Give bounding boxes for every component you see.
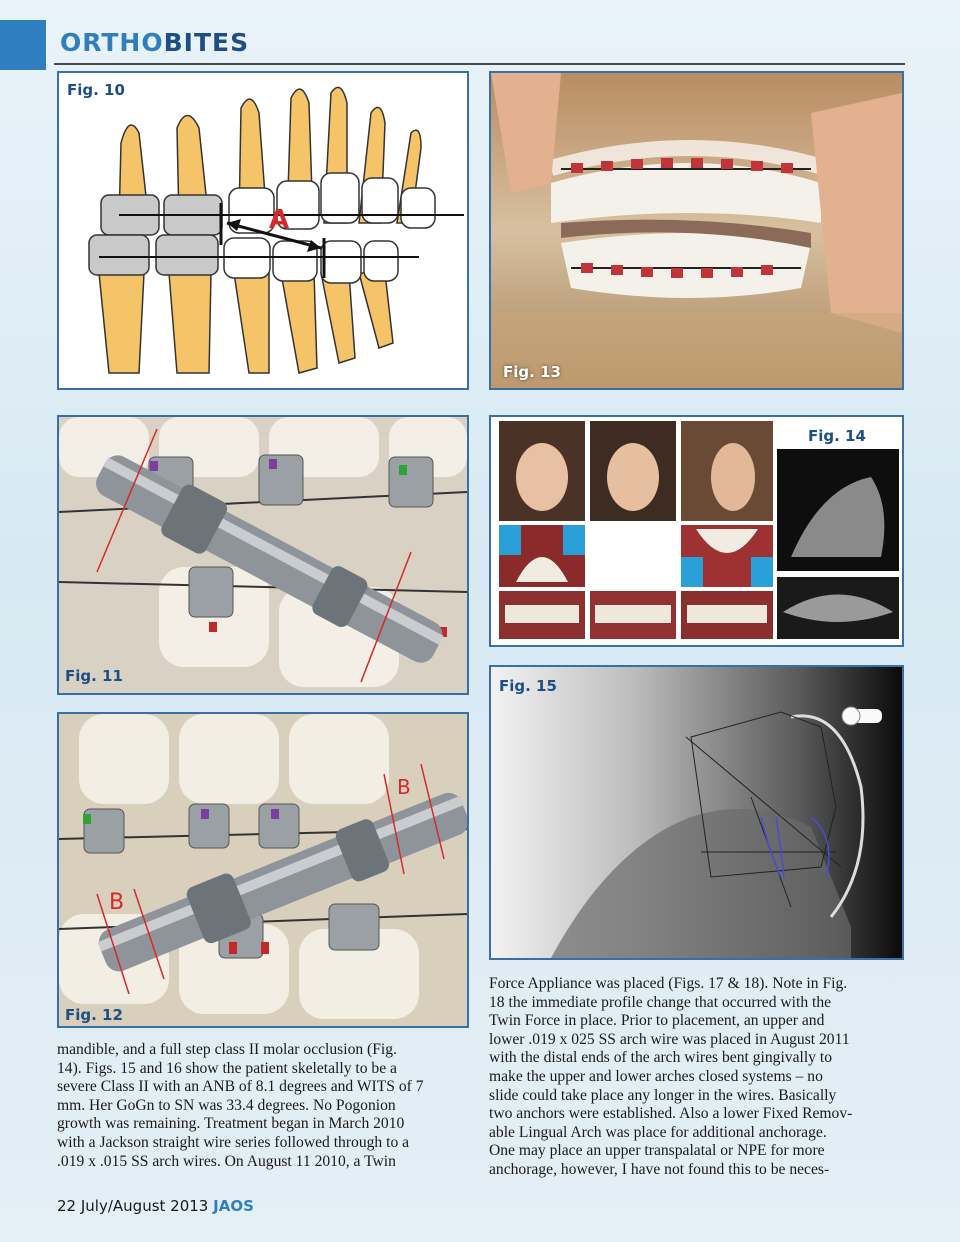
paragraph-line: slide could take place any longer in the wires. Basically: [489, 1086, 837, 1104]
paragraph-line: Twin Force in place. Prior to placement, an upper and: [489, 1012, 825, 1030]
right-text-column: [489, 975, 904, 1180]
paragraph-line: .019 x .015 SS arch wires. On August 11 2010, a Twin: [57, 1152, 396, 1170]
fig14-label: Fig. 14: [808, 427, 866, 445]
paragraph-line: with a Jackson straight wire series followed through to a: [57, 1133, 410, 1151]
fig12-marker-lower: B: [109, 890, 125, 915]
issue-date: July/August 2013: [80, 1197, 209, 1215]
paragraph-line: two anchors were established. Also a lower Fixed Remov-: [489, 1105, 853, 1123]
paragraph-line: mm. Her GoGn to SN was 33.4 degrees. No Pogonion: [57, 1096, 396, 1114]
header-color-tab: [0, 20, 46, 70]
fig10-label: Fig. 10: [67, 81, 125, 99]
fig15-label: Fig. 15: [499, 677, 557, 695]
fig13-label: Fig. 13: [503, 363, 561, 381]
fig12-label: Fig. 12: [65, 1006, 123, 1024]
paragraph-line: lower .019 x 025 SS arch wire was placed in August 2011: [489, 1030, 850, 1048]
figure-10: [57, 71, 469, 390]
cephalometric-xray: [491, 667, 902, 958]
section-title-part2: BITES: [163, 28, 250, 57]
paragraph-line: make the upper and lower arches closed systems – no: [489, 1067, 823, 1085]
typodont-photo: [491, 73, 902, 388]
header-rule: [54, 63, 905, 65]
paragraph-line: One may place an upper transpalatal or NPE for more: [489, 1142, 825, 1160]
twin-force-lateral-photo: [59, 714, 467, 1026]
paragraph-line: severe Class II with an ANB of 8.1 degrees and WITS of 7: [57, 1078, 424, 1096]
patient-records-collage: [491, 417, 902, 645]
paragraph-line: with the distal ends of the arch wires bent gingivally to: [489, 1049, 832, 1067]
fig11-label: Fig. 11: [65, 667, 123, 685]
section-title: [60, 28, 249, 57]
section-title-part1: ORTHO: [60, 28, 164, 57]
paragraph-line: 14). Figs. 15 and 16 show the patient skeletally to be a: [57, 1059, 397, 1077]
paragraph-line: anchorage, however, I have not found this to be neces-: [489, 1160, 830, 1178]
paragraph-line: mandible, and a full step class II molar occlusion (Fig.: [57, 1041, 397, 1058]
paragraph-line: Force Appliance was placed (Figs. 17 & 18). Note in Fig.: [489, 975, 848, 992]
figure-12: [57, 712, 469, 1028]
figure-15: [489, 665, 904, 960]
figure-11: [57, 415, 469, 695]
fig10-marker: A: [269, 205, 290, 235]
paragraph-line: growth was remaining. Treatment began in March 2010: [57, 1115, 405, 1133]
figure-14: [489, 415, 904, 647]
paragraph-line: able Lingual Arch was place for additional anchorage.: [489, 1123, 827, 1141]
paragraph-line: 18 the immediate profile change that occurred with the: [489, 993, 832, 1011]
fig12-marker-upper: B: [397, 775, 411, 799]
twin-force-close-up-photo: [59, 417, 467, 693]
tooth-diagram: [59, 73, 467, 388]
page-footer: [57, 1197, 254, 1215]
left-text-column: [57, 1041, 469, 1171]
page-number: 22: [57, 1197, 77, 1215]
figure-13: [489, 71, 904, 390]
journal-name: JAOS: [213, 1197, 254, 1215]
